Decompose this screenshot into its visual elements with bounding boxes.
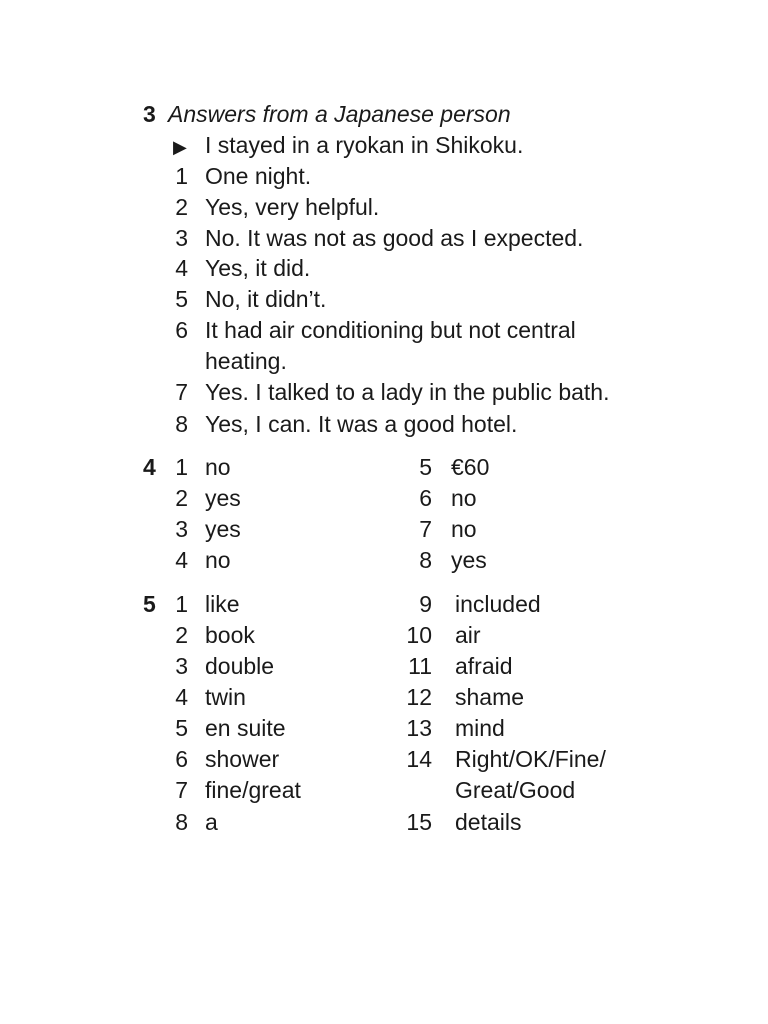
section-number: 5	[143, 591, 156, 617]
item-number: 1	[175, 454, 188, 480]
item-text: no	[451, 485, 477, 511]
play-arrow-icon: ▶	[173, 137, 187, 157]
item-number: 8	[175, 809, 188, 835]
item-text: No, it didn’t.	[205, 286, 327, 312]
item-number: 9	[419, 591, 432, 617]
item-text: Yes, it did.	[205, 255, 311, 281]
item-number: 2	[175, 194, 188, 220]
section-number: 3	[143, 101, 156, 127]
item-text: air	[455, 622, 481, 648]
item-text: book	[205, 622, 255, 648]
item-number: 14	[406, 746, 432, 772]
item-number: 5	[175, 715, 188, 741]
item-number: 4	[175, 255, 188, 281]
item-number: 7	[419, 516, 432, 542]
item-number: 2	[175, 485, 188, 511]
item-number: 11	[408, 653, 432, 679]
item-text: €60	[451, 454, 490, 480]
item-text: twin	[205, 684, 246, 710]
item-text: no	[205, 547, 231, 573]
item-text: yes	[451, 547, 487, 573]
item-text: Yes, very helpful.	[205, 194, 380, 220]
item-number: 5	[419, 454, 432, 480]
item-text: No. It was not as good as I expected.	[205, 225, 584, 251]
item-text: mind	[455, 715, 505, 741]
item-number: 12	[406, 684, 432, 710]
example-answer: I stayed in a ryokan in Shikoku.	[205, 132, 524, 158]
item-number: 7	[175, 777, 188, 803]
item-number: 6	[419, 485, 432, 511]
item-text: en suite	[205, 715, 286, 741]
item-text-continued: Great/Good	[455, 777, 576, 803]
item-number: 1	[175, 591, 188, 617]
item-text: yes	[205, 516, 241, 542]
item-number: 3	[175, 653, 188, 679]
item-number: 6	[175, 746, 188, 772]
section-heading: Answers from a Japanese person	[168, 101, 511, 127]
item-number: 15	[406, 809, 432, 835]
item-number: 5	[175, 286, 188, 312]
item-number: 2	[175, 622, 188, 648]
item-text: Yes. I talked to a lady in the public bath.	[205, 379, 610, 405]
item-text: double	[205, 653, 275, 679]
item-number: 3	[175, 516, 188, 542]
item-text: shower	[205, 746, 280, 772]
item-number: 4	[175, 684, 188, 710]
item-number: 10	[406, 622, 432, 648]
item-text: a	[205, 809, 218, 835]
section-number: 4	[143, 454, 156, 480]
item-number: 6	[175, 317, 188, 343]
item-text: like	[205, 591, 240, 617]
item-text: afraid	[455, 653, 513, 679]
item-text: details	[455, 809, 522, 835]
item-text: included	[455, 591, 541, 617]
item-text: Yes, I can. It was a good hotel.	[205, 411, 518, 437]
item-number: 13	[406, 715, 432, 741]
item-number: 1	[175, 163, 188, 189]
item-text: One night.	[205, 163, 312, 189]
item-number: 8	[175, 411, 188, 437]
item-number: 4	[175, 547, 188, 573]
item-text: no	[451, 516, 477, 542]
item-number: 7	[175, 379, 188, 405]
item-text: Right/OK/Fine/	[455, 746, 606, 772]
item-number: 8	[419, 547, 432, 573]
item-text: yes	[205, 485, 241, 511]
item-text: shame	[455, 684, 525, 710]
item-text-continued: heating.	[205, 348, 287, 374]
item-text: It had air conditioning but not central	[205, 317, 576, 343]
item-text: no	[205, 454, 231, 480]
item-text: fine/great	[205, 777, 301, 803]
item-number: 3	[175, 225, 188, 251]
